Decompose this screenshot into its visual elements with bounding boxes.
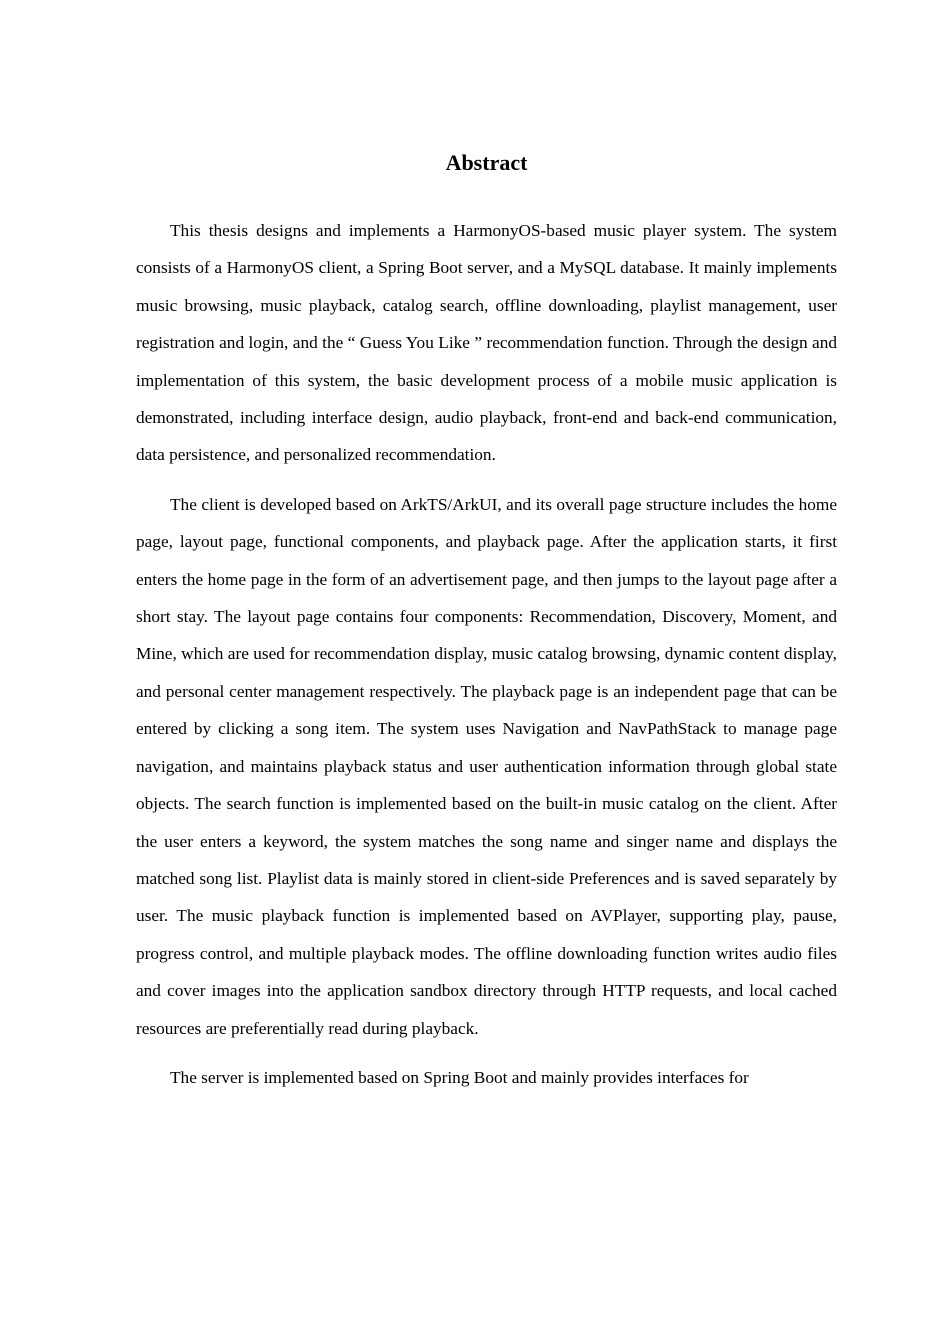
abstract-title: Abstract — [445, 150, 528, 175]
abstract-body — [136, 212, 837, 1108]
abstract-paragraph-3: The server is implemented based on Spring Boot and mainly provides interfaces for — [170, 1067, 749, 1087]
abstract-paragraph-1: This thesis designs and implements a HarmonyOS-based music player system. The system consists of a HarmonyOS client, a Spring Boot server, and a MySQL database. It mainly implements music browsing, music playback, catalog search, offline downloading, playlist management, user registration and login, and the “ Guess You Like ” recommendation function. Through the design and implementation of this system, the basic development process of a mobile music application is demonstrated, including interface design, audio playback, front-end and back-end communication, data persistence, and personalized recommendation. — [136, 221, 837, 465]
abstract-paragraph-2: The client is developed based on ArkTS/ArkUI, and its overall page structure includes the home page, layout page, functional components, and playback page. After the application starts, it first enters the home page in the form of an advertisement page, and then jumps to the layout page after a short stay. The layout page contains four components: Recommendation, Discovery, Moment, and Mine, which are used for recommendation display, music catalog browsing, dynamic content display, and personal center management respectively. The playback page is an independent page that can be entered by clicking a song item. The system uses Navigation and NavPathStack to manage page navigation, and maintains playback status and user authentication information through global state objects. The search function is implemented based on the built-in music catalog on the client. After the user enters a keyword, the system matches the song name and singer name and displays the matched song list. Playlist data is mainly stored in client-side Preferences and is saved separately by user. The music playback function is implemented based on AVPlayer, supporting play, pause, progress control, and multiple playback modes. The offline downloading function writes audio files and cover images into the application sandbox directory through HTTP requests, and local cached resources are preferentially read during playback. — [136, 494, 837, 1038]
